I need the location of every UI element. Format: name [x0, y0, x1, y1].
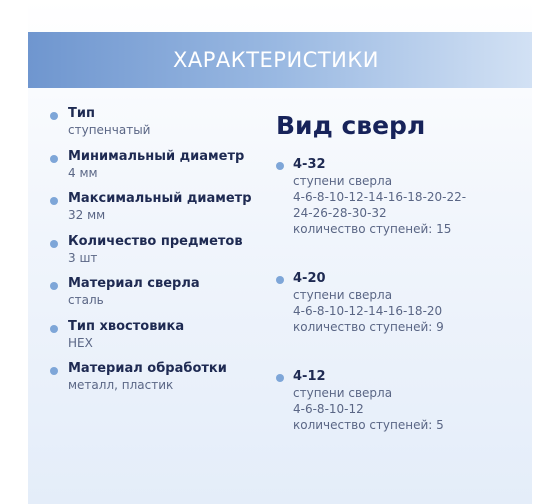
bullet-dot-icon	[50, 367, 58, 375]
drill-type-name: 4-12	[293, 369, 326, 384]
spec-label: Материал обработки	[68, 361, 227, 376]
specs-list	[50, 105, 265, 403]
drill-types-section	[276, 110, 526, 433]
drill-steps-values: 4-6-8-10-12	[293, 402, 364, 416]
drill-steps-label: ступени сверла	[293, 288, 393, 302]
drill-steps-values-cont: 24-26-28-30-32	[293, 206, 387, 220]
spec-item-min-diameter	[50, 148, 265, 191]
spec-value: 3 шт	[68, 250, 98, 265]
bullet-dot-icon	[50, 155, 58, 163]
spec-value: HEX	[68, 335, 93, 350]
spec-label: Максимальный диаметр	[68, 191, 252, 206]
spec-value: металл, пластик	[68, 378, 174, 392]
bullet-dot-icon	[276, 276, 284, 284]
spec-label: Тип	[68, 106, 95, 121]
drill-steps-count: количество ступеней: 9	[293, 320, 444, 334]
spec-label: Тип хвостовика	[68, 318, 185, 334]
drill-type-name: 4-32	[293, 157, 326, 172]
bullet-dot-icon	[50, 197, 58, 205]
drill-type-item	[276, 368, 526, 433]
drill-types-title: Вид сверл	[276, 111, 426, 140]
spec-item-max-diameter	[50, 190, 265, 233]
spec-item-drill-material	[50, 275, 265, 318]
bullet-dot-icon	[276, 374, 284, 382]
spec-value: 32 мм	[68, 208, 106, 222]
bullet-dot-icon	[50, 112, 58, 120]
drill-type-item	[276, 156, 526, 237]
drill-steps-label: ступени сверла	[293, 174, 393, 188]
bullet-dot-icon	[276, 162, 284, 170]
drill-steps-count: количество ступеней: 15	[293, 222, 452, 236]
bullet-dot-icon	[50, 325, 58, 333]
drill-type-name: 4-20	[293, 271, 326, 286]
spec-value: 4 мм	[68, 165, 98, 180]
spec-label: Материал сверла	[68, 276, 200, 291]
drill-steps-label: ступени сверла	[293, 386, 393, 400]
bullet-dot-icon	[50, 240, 58, 248]
drill-steps-values: 4-6-8-10-12-14-16-18-20	[293, 304, 443, 318]
spec-value: ступенчатый	[68, 123, 151, 137]
drill-steps-values: 4-6-8-10-12-14-16-18-20-22-	[293, 190, 467, 204]
drill-type-item	[276, 270, 526, 335]
header-banner	[28, 32, 532, 88]
drill-steps-count: количество ступеней: 5	[293, 418, 444, 432]
bullet-dot-icon	[50, 282, 58, 290]
spec-label: Количество предметов	[68, 233, 243, 249]
spec-label: Минимальный диаметр	[68, 148, 245, 164]
spec-item-shank-type	[50, 318, 265, 361]
spec-value: сталь	[68, 293, 104, 307]
spec-item-work-material	[50, 360, 265, 403]
spec-item-type	[50, 105, 265, 148]
page-title: ХАРАКТЕРИСТИКИ	[173, 48, 379, 72]
spec-item-quantity	[50, 233, 265, 276]
